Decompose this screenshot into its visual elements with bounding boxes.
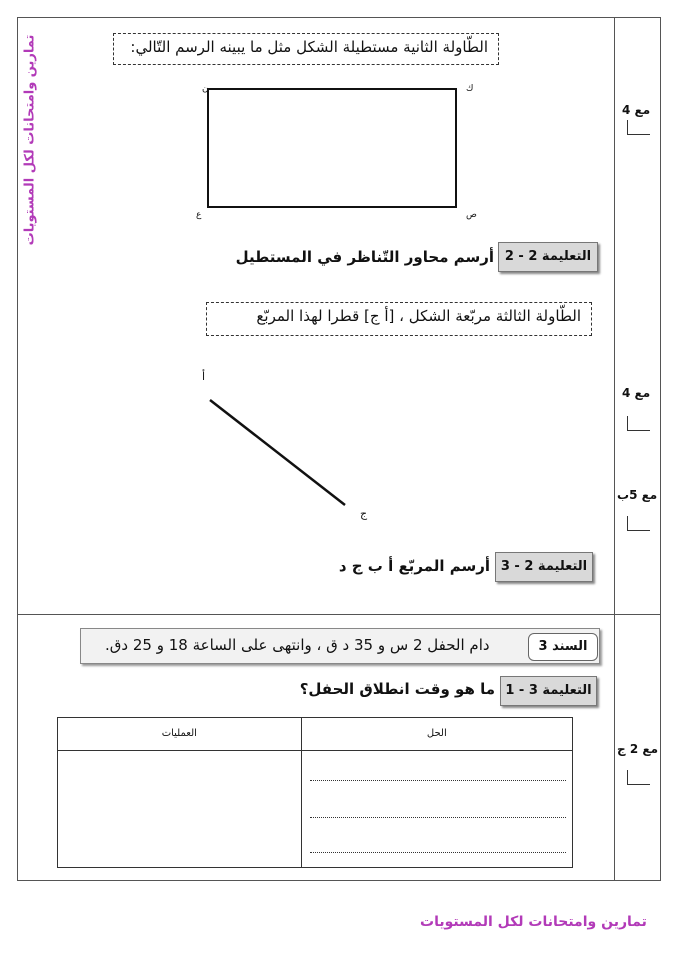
instruction-3-1-text: ما هو وقت انطلاق الحفل؟ <box>299 680 495 698</box>
score-2-box[interactable] <box>627 416 650 431</box>
score-2: مع 4 <box>622 386 651 400</box>
vertex-top-right: ك <box>466 84 474 94</box>
answer-line-3[interactable] <box>310 852 566 853</box>
table3-caption: الطّاولة الثالثة مربّعة الشكل ، [أ ج] قطرا لهذا المربّع <box>256 307 581 325</box>
vertex-bottom-right: ص <box>466 210 477 220</box>
table2-caption: الطّاولة الثانية مستطيلة الشكل مثل ما يبينه الرسم التّالي: <box>130 38 488 56</box>
instruction-2-2-label: التعليمة 2 - 2 <box>498 242 598 272</box>
answer-line-1[interactable] <box>310 780 566 781</box>
side-watermark: تمارين وامتحانات لكل المستويات <box>22 34 38 246</box>
operations-cell[interactable] <box>58 751 302 868</box>
table2-caption-box <box>113 33 499 65</box>
vertex-alef: أ <box>202 370 206 383</box>
instruction-2-2-text: أرسم محاور التّناظر في المستطيل <box>235 248 494 266</box>
answer-line-2[interactable] <box>310 817 566 818</box>
score-3: مع 5ب <box>617 488 658 502</box>
section-divider <box>17 614 661 615</box>
vertex-jim: ج <box>360 507 368 520</box>
solution-cell[interactable] <box>301 751 572 868</box>
sanad-text: دام الحفل 2 س و 35 د ق ، وانتهى على الساعة 18 و 25 دق. <box>105 636 490 654</box>
instruction-2-3-label: التعليمة 2 - 3 <box>495 552 593 582</box>
score-1: مع 4 <box>622 103 651 117</box>
vertex-bottom-left: ع <box>196 210 202 220</box>
score-4-box[interactable] <box>627 770 650 785</box>
score-1-box[interactable] <box>627 120 650 135</box>
instruction-3-1-label: التعليمة 3 - 1 <box>500 676 597 706</box>
footer-watermark: تمارين وامتحانات لكل المستويات <box>420 914 647 930</box>
score-column-divider <box>614 17 615 881</box>
col-operations-header: العمليات <box>161 728 197 739</box>
answer-table <box>57 717 573 868</box>
diagonal-segment <box>210 400 345 505</box>
table3-caption-box <box>206 302 592 336</box>
rectangle-figure <box>207 88 457 208</box>
vertex-top-left: ن <box>202 84 209 94</box>
diagonal-figure <box>200 390 360 515</box>
instruction-2-3-text: أرسم المربّع أ ب ج د <box>338 557 490 575</box>
sanad-label: السند 3 <box>528 633 598 661</box>
col-solution-header: الحل <box>426 728 447 739</box>
score-3-box[interactable] <box>627 516 650 531</box>
score-4: مع 2 ج <box>617 742 658 756</box>
